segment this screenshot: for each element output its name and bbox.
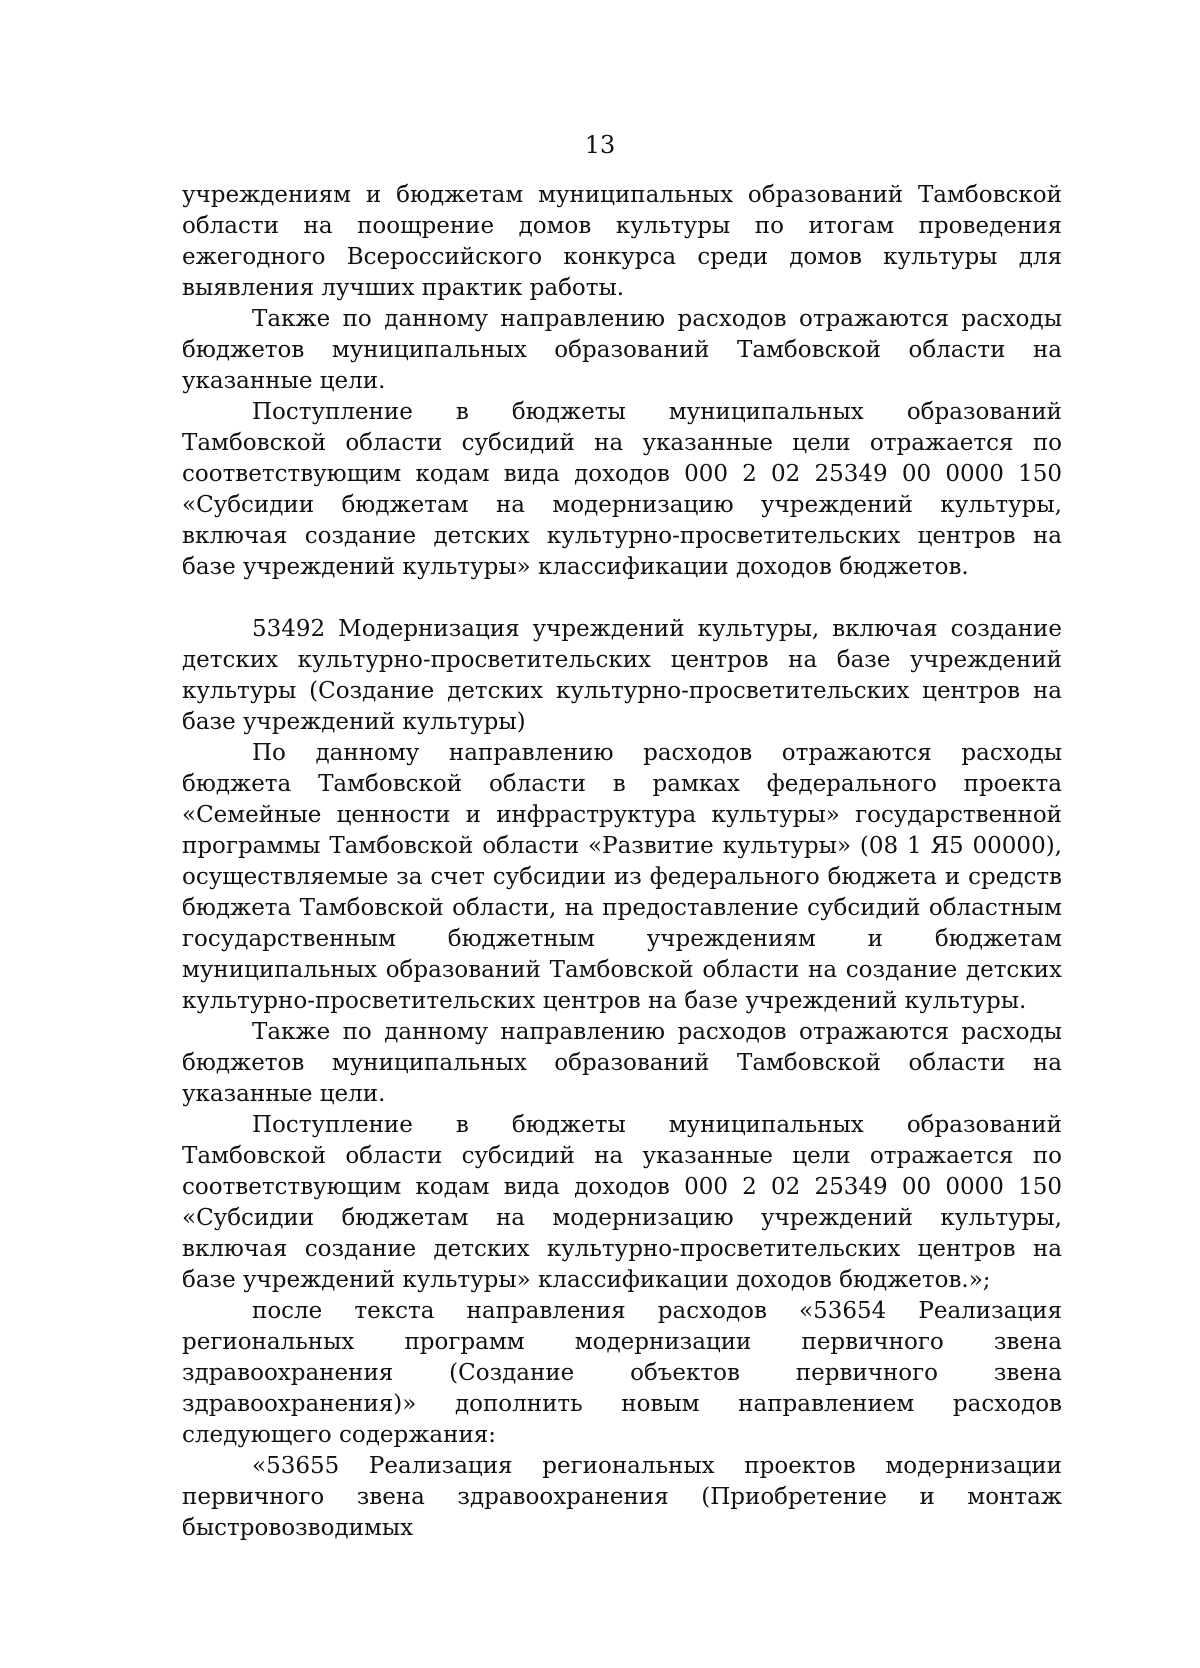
section-heading: 53492 Модернизация учреждений культуры, включая создание детских культурно-просветительских центров на базе учреждений культуры (Создание детских культурно-просветительских центров на базе учреждений культуры): [182, 616, 1062, 735]
paragraph: Поступление в бюджеты муниципальных образований Тамбовской области субсидий на указанные цели отражается по соответствующим кодам вида доходов 000 2 02 25349 00 0000 150 «Субсидии бюджетам на модернизацию учреждений культуры, включая создание детских культурно-просветительских центров на базе учреждений культуры» классификации доходов бюджетов.»;: [182, 1112, 1062, 1293]
paragraph: Также по данному направлению расходов отражаются расходы бюджетов муниципальных образований Тамбовской области на указанные цели.: [182, 306, 1062, 394]
paragraph: Поступление в бюджеты муниципальных образований Тамбовской области субсидий на указанные цели отражается по соответствующим кодам вида доходов 000 2 02 25349 00 0000 150 «Субсидии бюджетам на модернизацию учреждений культуры, включая создание детских культурно-просветительских центров на базе учреждений культуры» классификации доходов бюджетов.: [182, 399, 1062, 580]
paragraph: после текста направления расходов «53654 Реализация региональных программ модернизации первичного звена здравоохранения (Создание объектов первичного звена здравоохранения)» дополнить новым направлением расходов следующего содержания:: [182, 1298, 1062, 1448]
paragraph: По данному направлению расходов отражаются расходы бюджета Тамбовской области в рамках федерального проекта «Семейные ценности и инфраструктура культуры» государственной программы Тамбовской области «Развитие культуры» (08 1 Я5 00000), осуществляемые за счет субсидии из федерального бюджета и средств бюджета Тамбовской области, на предоставление субсидий областным государственным бюджетным учреждениям и бюджетам муниципальных образований Тамбовской области на создание детских культурно-просветительских центров на базе учреждений культуры.: [182, 740, 1062, 1014]
paragraph: Также по данному направлению расходов отражаются расходы бюджетов муниципальных образований Тамбовской области на указанные цели.: [182, 1019, 1062, 1107]
paragraph-continuation: учреждениям и бюджетам муниципальных образований Тамбовской области на поощрение домов культуры по итогам проведения ежегодного Всероссийского конкурса среди домов культуры для выявления лучших практик работы.: [182, 182, 1062, 301]
document-body: [182, 180, 1062, 1544]
page-number: 13: [584, 131, 616, 159]
paragraph: «53655 Реализация региональных проектов модернизации первичного звена здравоохранения (Приобретение и монтаж быстровозводимых: [182, 1453, 1062, 1541]
